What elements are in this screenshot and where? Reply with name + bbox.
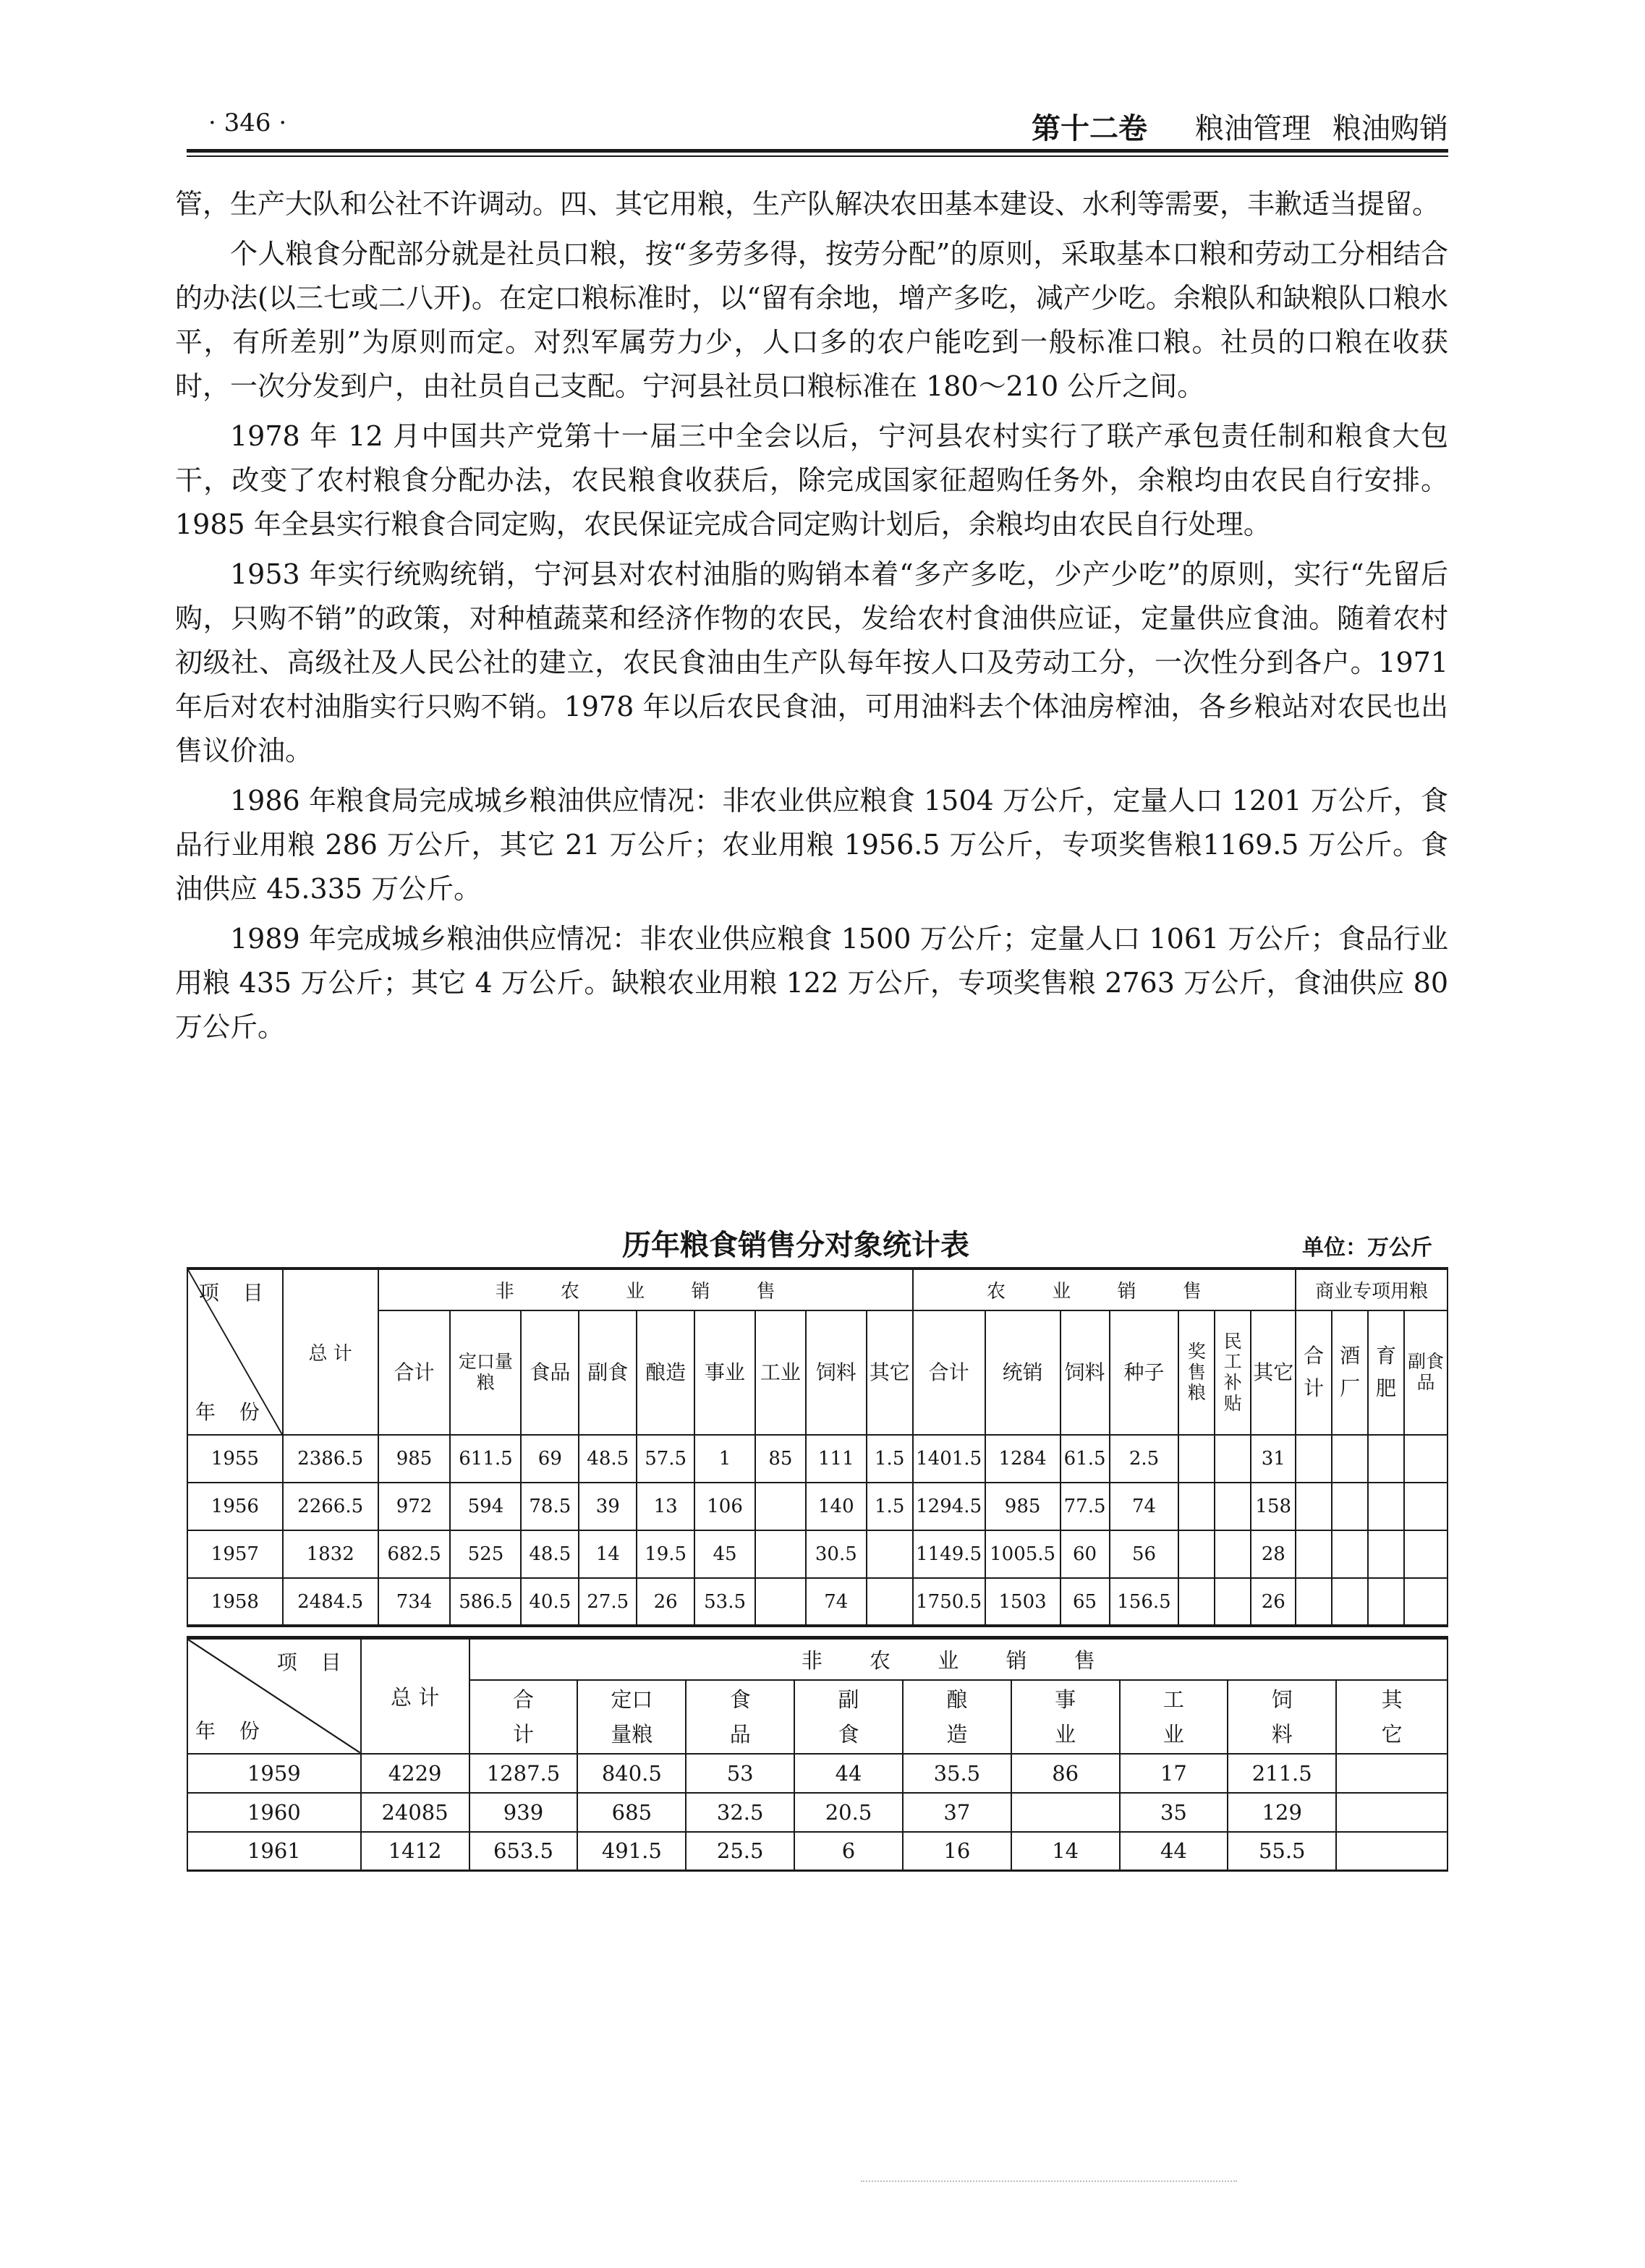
total-header: 总 计 <box>283 1269 378 1435</box>
value-cell <box>1178 1578 1215 1626</box>
column-header: 事业 <box>694 1310 755 1435</box>
value-cell: 586.5 <box>450 1578 521 1626</box>
column-header: 饲料 <box>1060 1310 1110 1435</box>
value-cell <box>1215 1483 1251 1530</box>
column-header: 饲料 <box>806 1310 867 1435</box>
value-cell: 78.5 <box>521 1483 579 1530</box>
value-cell: 1832 <box>283 1530 378 1578</box>
value-cell: 1005.5 <box>985 1530 1060 1578</box>
value-cell <box>755 1530 806 1578</box>
value-cell: 48.5 <box>521 1530 579 1578</box>
value-cell <box>1336 1754 1448 1793</box>
value-cell: 26 <box>1251 1578 1296 1626</box>
value-cell: 653.5 <box>469 1832 578 1871</box>
value-cell: 594 <box>450 1483 521 1530</box>
table-row <box>187 1530 1448 1578</box>
year-cell: 1957 <box>187 1530 283 1578</box>
value-cell: 24085 <box>361 1793 469 1832</box>
table-unit: 单位：万公斤 <box>1302 1235 1432 1261</box>
column-header: 定口量粮 <box>450 1310 521 1435</box>
value-cell: 972 <box>378 1483 451 1530</box>
column-header: 其 它 <box>1336 1680 1448 1754</box>
value-cell: 86 <box>1011 1754 1120 1793</box>
page-number: · 346 · <box>208 108 287 137</box>
value-cell: 53 <box>686 1754 794 1793</box>
value-cell: 682.5 <box>378 1530 451 1578</box>
value-cell: 60 <box>1060 1530 1110 1578</box>
value-cell <box>1336 1793 1448 1832</box>
value-cell <box>1368 1530 1404 1578</box>
table-row <box>187 1793 1448 1832</box>
value-cell: 35.5 <box>903 1754 1011 1793</box>
value-cell <box>1332 1483 1368 1530</box>
paragraph: 个人粮食分配部分就是社员口粮，按“多劳多得，按劳分配”的原则，采取基本口粮和劳动工分相结合的办法(以三七或二八开)。在定口粮标准时，以“留有余地，增产多吃，减产少吃。余粮队和缺粮队口粮水平，有所差别”为原则而定。对烈军属劳力少，人口多的农户能吃到一般标准口粮。社员的口粮在收获时，一次分发到户，由社员自己支配。宁河县社员口粮标准在 180～210 公斤之间。 <box>175 238 1448 402</box>
table-row <box>187 1754 1448 1793</box>
value-cell <box>755 1578 806 1626</box>
value-cell: 16 <box>903 1832 1011 1871</box>
value-cell: 2484.5 <box>283 1578 378 1626</box>
value-cell: 48.5 <box>579 1435 637 1483</box>
column-header: 育肥 <box>1368 1310 1404 1435</box>
column-header: 副食品 <box>1404 1310 1448 1435</box>
value-cell: 6 <box>794 1832 903 1871</box>
value-cell: 939 <box>469 1793 578 1832</box>
value-cell: 2.5 <box>1110 1435 1179 1483</box>
year-cell: 1959 <box>187 1754 361 1793</box>
column-header: 合计 <box>913 1310 985 1435</box>
total-header: 总 计 <box>361 1638 469 1754</box>
body-text <box>175 182 1448 1055</box>
value-cell <box>1404 1530 1448 1578</box>
value-cell: 2266.5 <box>283 1483 378 1530</box>
value-cell <box>1178 1530 1215 1578</box>
value-cell: 2386.5 <box>283 1435 378 1483</box>
table-title: 历年粮食销售分对象统计表 <box>622 1229 969 1262</box>
paragraph: 管，生产大队和公社不许调动。四、其它用粮，生产队解决农田基本建设、水利等需要，丰歉适当提留。 <box>175 188 1440 220</box>
value-cell: 106 <box>694 1483 755 1530</box>
value-cell: 1294.5 <box>913 1483 985 1530</box>
value-cell <box>1332 1435 1368 1483</box>
paragraph: 1989 年完成城乡粮油供应情况：非农业供应粮食 1500 万公斤；定量人口 1061 万公斤；食品行业用粮 435 万公斤；其它 4 万公斤。缺粮农业用粮 122 万公斤，专项奖售粮 2763 万公斤，食油供应 80 万公斤。 <box>175 923 1448 1043</box>
value-cell: 37 <box>903 1793 1011 1832</box>
value-cell: 13 <box>637 1483 694 1530</box>
section-title: 粮油管理 <box>1195 112 1311 145</box>
value-cell: 44 <box>1120 1832 1228 1871</box>
group-nonagri-header: 非 农 业 销 售 <box>378 1269 913 1310</box>
value-cell: 65 <box>1060 1578 1110 1626</box>
value-cell: 734 <box>378 1578 451 1626</box>
value-cell: 28 <box>1251 1530 1296 1578</box>
subsection-title: 粮油购销 <box>1332 112 1448 145</box>
value-cell: 129 <box>1228 1793 1336 1832</box>
column-header: 统销 <box>985 1310 1060 1435</box>
value-cell: 840.5 <box>577 1754 686 1793</box>
value-cell: 985 <box>985 1483 1060 1530</box>
value-cell <box>1178 1435 1215 1483</box>
column-header: 工 业 <box>1120 1680 1228 1754</box>
value-cell <box>1404 1435 1448 1483</box>
column-header: 饲 料 <box>1228 1680 1336 1754</box>
value-cell: 44 <box>794 1754 903 1793</box>
value-cell: 685 <box>577 1793 686 1832</box>
value-cell <box>1178 1483 1215 1530</box>
value-cell: 61.5 <box>1060 1435 1110 1483</box>
sales-table-1955-1958 <box>187 1267 1448 1627</box>
value-cell <box>1215 1578 1251 1626</box>
value-cell <box>1336 1832 1448 1871</box>
value-cell: 69 <box>521 1435 579 1483</box>
value-cell <box>1368 1578 1404 1626</box>
value-cell <box>1404 1483 1448 1530</box>
header-rule-thin <box>187 155 1448 157</box>
running-title <box>1032 106 1448 147</box>
value-cell <box>1332 1578 1368 1626</box>
corner-header: 项 目 年 份 <box>187 1269 283 1435</box>
value-cell: 74 <box>1110 1483 1179 1530</box>
value-cell: 25.5 <box>686 1832 794 1871</box>
group-agri-header: 农 业 销 售 <box>913 1269 1296 1310</box>
paragraph: 1978 年 12 月中国共产党第十一届三中全会以后，宁河县农村实行了联产承包责任制和粮食大包干，改变了农村粮食分配办法，农民粮食收获后，除完成国家征超购任务外，余粮均由农民自行安排。1985 年全县实行粮食合同定购，农民保证完成合同定购计划后，余粮均由农民自行处理。 <box>175 420 1448 540</box>
value-cell: 111 <box>806 1435 867 1483</box>
value-cell: 17 <box>1120 1754 1228 1793</box>
value-cell <box>1296 1483 1332 1530</box>
value-cell: 56 <box>1110 1530 1179 1578</box>
value-cell: 156.5 <box>1110 1578 1179 1626</box>
column-header: 副食 <box>579 1310 637 1435</box>
value-cell: 140 <box>806 1483 867 1530</box>
value-cell <box>1011 1793 1120 1832</box>
paragraph: 1986 年粮食局完成城乡粮油供应情况：非农业供应粮食 1504 万公斤，定量人口 1201 万公斤，食品行业用粮 286 万公斤，其它 21 万公斤；农业用粮 1956.5 万公斤，专项奖售粮1169.5 万公斤。食油供应 45.335 万公斤。 <box>175 785 1448 905</box>
value-cell <box>1296 1530 1332 1578</box>
value-cell: 14 <box>1011 1832 1120 1871</box>
value-cell: 1412 <box>361 1832 469 1871</box>
column-header: 食 品 <box>686 1680 794 1754</box>
running-header <box>187 101 1448 149</box>
value-cell: 45 <box>694 1530 755 1578</box>
value-cell: 211.5 <box>1228 1754 1336 1793</box>
value-cell: 57.5 <box>637 1435 694 1483</box>
value-cell: 1 <box>694 1435 755 1483</box>
corner-header: 项 目 年 份 <box>187 1638 361 1754</box>
year-cell: 1956 <box>187 1483 283 1530</box>
value-cell <box>1368 1483 1404 1530</box>
value-cell: 1284 <box>985 1435 1060 1483</box>
table-row <box>187 1483 1448 1530</box>
value-cell <box>1296 1435 1332 1483</box>
value-cell: 31 <box>1251 1435 1296 1483</box>
value-cell: 1503 <box>985 1578 1060 1626</box>
value-cell: 14 <box>579 1530 637 1578</box>
column-header: 副 食 <box>794 1680 903 1754</box>
volume-title: 第十二卷 <box>1032 111 1147 145</box>
column-header: 合 计 <box>469 1680 578 1754</box>
value-cell <box>867 1578 913 1626</box>
value-cell: 20.5 <box>794 1793 903 1832</box>
paragraph: 1953 年实行统购统销，宁河县对农村油脂的购销本着“多产多吃，少产少吃”的原则，实行“先留后购，只购不销”的政策，对种植蔬菜和经济作物的农民，发给农村食油供应证，定量供应食油。随着农村初级社、高级社及人民公社的建立，农民食油由生产队每年按人口及劳动工分，一次性分到各户。1971 年后对农村油脂实行只购不销。1978 年以后农民食油，可用油料去个体油房榨油，各乡粮站对农民也出售议价油。 <box>175 558 1448 767</box>
column-header: 定口 量粮 <box>577 1680 686 1754</box>
value-cell: 74 <box>806 1578 867 1626</box>
scan-noise <box>861 2180 1237 2185</box>
table-row <box>187 1832 1448 1871</box>
value-cell: 53.5 <box>694 1578 755 1626</box>
value-cell: 4229 <box>361 1754 469 1793</box>
value-cell <box>1215 1530 1251 1578</box>
value-cell: 19.5 <box>637 1530 694 1578</box>
value-cell <box>1296 1578 1332 1626</box>
column-header: 酒厂 <box>1332 1310 1368 1435</box>
value-cell <box>1215 1435 1251 1483</box>
value-cell: 525 <box>450 1530 521 1578</box>
value-cell <box>867 1530 913 1578</box>
value-cell: 85 <box>755 1435 806 1483</box>
column-header: 事 业 <box>1011 1680 1120 1754</box>
column-header: 食品 <box>521 1310 579 1435</box>
year-cell: 1960 <box>187 1793 361 1832</box>
value-cell <box>1404 1578 1448 1626</box>
column-header: 合计 <box>378 1310 451 1435</box>
column-header: 其它 <box>867 1310 913 1435</box>
value-cell: 35 <box>1120 1793 1228 1832</box>
value-cell: 30.5 <box>806 1530 867 1578</box>
value-cell: 491.5 <box>577 1832 686 1871</box>
value-cell: 39 <box>579 1483 637 1530</box>
value-cell <box>1332 1530 1368 1578</box>
table-row <box>187 1578 1448 1626</box>
value-cell: 1.5 <box>867 1435 913 1483</box>
year-cell: 1955 <box>187 1435 283 1483</box>
value-cell: 1.5 <box>867 1483 913 1530</box>
column-header: 酿 造 <box>903 1680 1011 1754</box>
value-cell: 985 <box>378 1435 451 1483</box>
value-cell: 55.5 <box>1228 1832 1336 1871</box>
value-cell <box>755 1483 806 1530</box>
value-cell: 77.5 <box>1060 1483 1110 1530</box>
value-cell: 27.5 <box>579 1578 637 1626</box>
value-cell: 611.5 <box>450 1435 521 1483</box>
column-header: 民工补贴 <box>1215 1310 1251 1435</box>
header-rule <box>187 149 1448 153</box>
value-cell <box>1368 1435 1404 1483</box>
year-cell: 1958 <box>187 1578 283 1626</box>
column-header: 工业 <box>755 1310 806 1435</box>
group-commerce-header: 商业专项用粮 <box>1296 1269 1448 1310</box>
value-cell: 1750.5 <box>913 1578 985 1626</box>
column-header: 合计 <box>1296 1310 1332 1435</box>
column-header: 酿造 <box>637 1310 694 1435</box>
sales-table-1959-1961 <box>187 1636 1448 1872</box>
value-cell: 1287.5 <box>469 1754 578 1793</box>
column-header: 种子 <box>1110 1310 1179 1435</box>
table-row <box>187 1435 1448 1483</box>
column-header: 奖售粮 <box>1178 1310 1215 1435</box>
group-nonagri-header: 非 农 业 销 售 <box>469 1638 1448 1680</box>
column-header: 其它 <box>1251 1310 1296 1435</box>
year-cell: 1961 <box>187 1832 361 1871</box>
value-cell: 1401.5 <box>913 1435 985 1483</box>
value-cell: 1149.5 <box>913 1530 985 1578</box>
value-cell: 26 <box>637 1578 694 1626</box>
value-cell: 32.5 <box>686 1793 794 1832</box>
value-cell: 40.5 <box>521 1578 579 1626</box>
value-cell: 158 <box>1251 1483 1296 1530</box>
